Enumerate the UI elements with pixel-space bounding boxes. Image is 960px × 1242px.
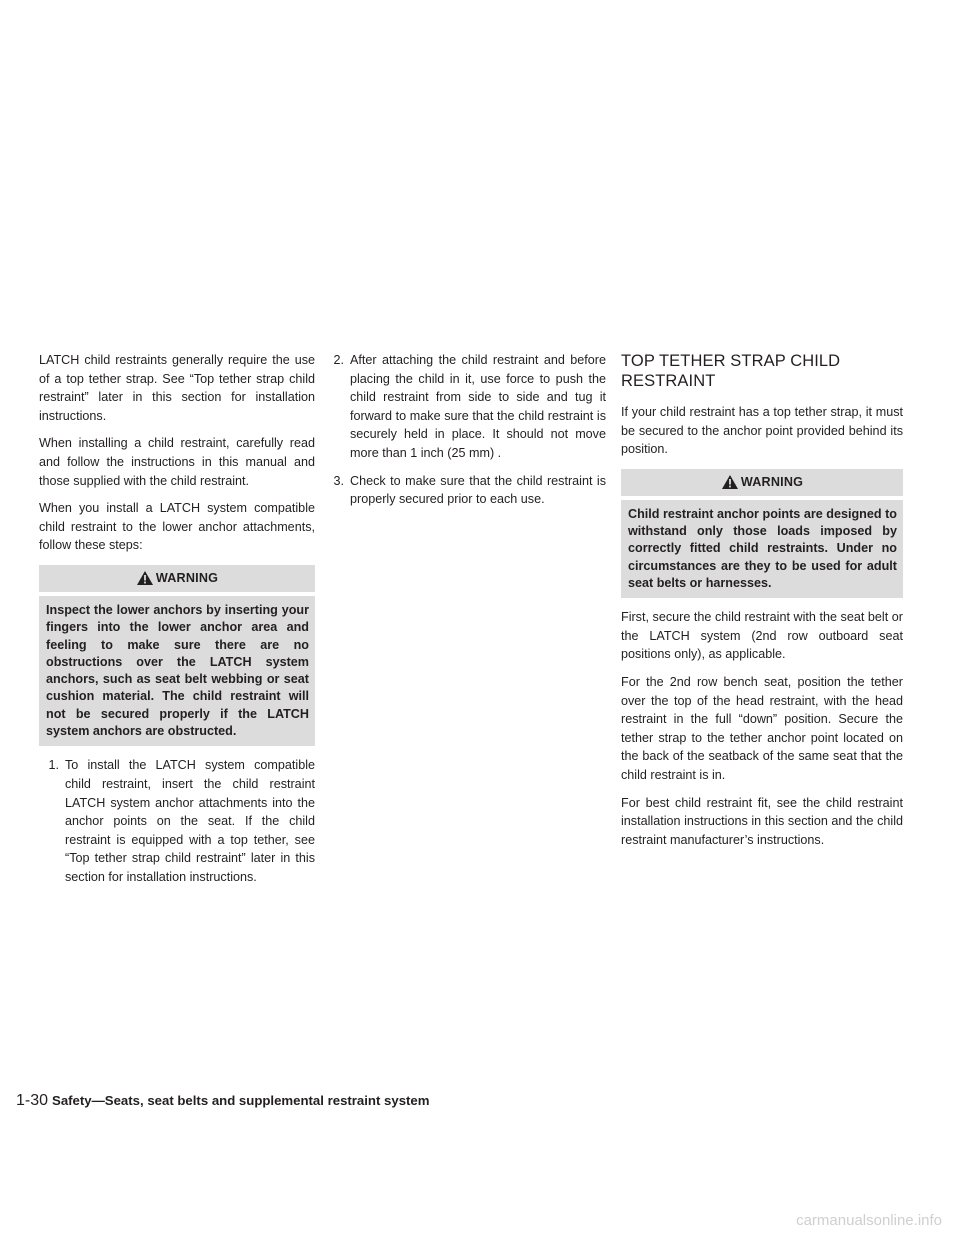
- warning-triangle-icon: [136, 570, 154, 586]
- step-text: To install the LATCH system compatible child restraint, insert the child restraint LATCH system anchor attachments into the anchor points on the seat. If the child restraint is equipped with a top tether, see “Top tether strap child restraint” later in this section for installation instructions.: [65, 758, 315, 884]
- step-text: After attaching the child restraint and before placing the child in it, use force to push the child restraint from side to side and tug it forward to make sure that the child restraint is securely held in place. It should not move more than 1 inch (25 mm) .: [350, 353, 606, 460]
- warning-header: [621, 469, 903, 496]
- warning-label: WARNING: [155, 571, 219, 586]
- paragraph: LATCH child restraints generally require the use of a top tether strap. See “Top tether strap child restraint” later in this section for installation instructions.: [39, 353, 315, 423]
- warning-label: WARNING: [740, 474, 804, 489]
- page-number: 1-30: [16, 1092, 49, 1109]
- paragraph: For best child restraint fit, see the child restraint installation instructions in this section and the child restraint manufacturer’s instructions.: [621, 795, 903, 847]
- step-item: [330, 351, 606, 463]
- column-left: [39, 351, 315, 895]
- section-heading: TOP TETHER STRAP CHILD RESTRAINT: [621, 352, 841, 390]
- warning-triangle-icon: [721, 474, 739, 490]
- paragraph: For the 2nd row bench seat, position the tether over the top of the head restraint, with the head restraint in the full “down” position. Secure the tether strap to the tether anchor point located on the back of the seatback of the same seat that the child restraint is in.: [621, 675, 903, 783]
- paragraph: First, secure the child restraint with the seat belt or the LATCH system (2nd row outboard seat positions only), as applicable.: [621, 610, 903, 662]
- section-title: Safety—Seats, seat belts and supplemental restraint system: [52, 1093, 430, 1108]
- watermark: carmanualsonline.info: [796, 1212, 942, 1229]
- step-item: [330, 472, 606, 509]
- page-footer: [16, 1092, 430, 1110]
- step-number: 1.: [48, 758, 59, 773]
- warning-text: Inspect the lower anchors by inserting your fingers into the lower anchor area and feeling to make sure there are no obstructions over the LATCH system anchors, such as seat belt webbing or seat cushion material. The child restraint will not be secured properly if the LATCH system anchors are obstructed.: [39, 596, 315, 746]
- paragraph: If your child restraint has a top tether strap, it must be secured to the anchor point provided behind its position.: [621, 405, 903, 457]
- paragraph: When you install a LATCH system compatible child restraint to the lower anchor attachments, follow these steps:: [39, 501, 315, 553]
- warning-header: [39, 565, 315, 592]
- step-number: 3.: [333, 473, 344, 488]
- paragraph: When installing a child restraint, carefully read and follow the instructions in this manual and those supplied with the child restraint.: [39, 436, 315, 488]
- column-right: [621, 351, 903, 858]
- warning-box: [621, 469, 903, 598]
- step-item: [39, 756, 315, 886]
- column-middle: [330, 351, 606, 518]
- step-number: 2.: [333, 353, 344, 367]
- step-text: Check to make sure that the child restraint is properly secured prior to each use.: [350, 473, 606, 507]
- warning-box: [39, 565, 315, 746]
- warning-text: Child restraint anchor points are designed to withstand only those loads imposed by correctly fitted child restraints. Under no circumstances are they to be used for adult seat belts or harnesses.: [621, 500, 903, 598]
